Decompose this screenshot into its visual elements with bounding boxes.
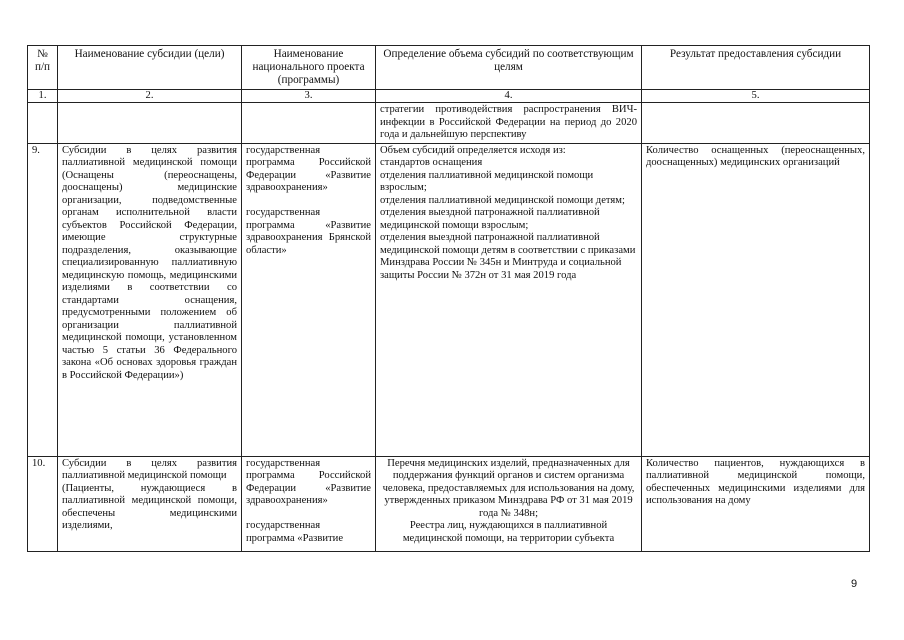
- volume-line: Перечня медицинских изделий, предназначенных для поддержания функций органов и систем организма человека, предоставляемых для использования на дому, утвержденных приказом Минздрава РФ от 31 мая 2019 года № 348н;: [382, 457, 635, 519]
- project-name-regional: государственная программа «Развитие: [246, 520, 344, 544]
- table-header-row: [28, 46, 870, 90]
- table-row: [28, 143, 870, 456]
- column-number: 5.: [642, 90, 870, 103]
- row-number: 10.: [28, 456, 58, 551]
- volume-definition: [376, 143, 642, 456]
- volume-line: Объем субсидий определяется исходя из:: [380, 144, 566, 156]
- column-number: 1.: [28, 90, 58, 103]
- subsidy-name: [58, 456, 242, 551]
- volume-line: стандартов оснащения: [380, 157, 483, 168]
- header-number: № п/п: [28, 46, 58, 90]
- project-name-regional: государственная программа «Развитие здравоохранения Брянской области»: [246, 207, 371, 256]
- project-name: [242, 143, 376, 456]
- volume-line: Реестра лиц, нуждающихся в паллиативной медицинской помощи, на территории субъекта: [402, 520, 615, 544]
- page-number: 9: [851, 578, 858, 590]
- volume-line: отделения выездной патронажной паллиативной медицинской помощи детям в соответствии с приказами Минздрава России № 345н и Минтруда и социальной защиты России № 372н от 31 мая 2019 года: [380, 232, 636, 281]
- table-row: [28, 456, 870, 551]
- continuation-row: [28, 103, 870, 144]
- subsidy-result: Количество оснащенных (переоснащенных, дооснащенных) медицинских организаций: [642, 143, 870, 456]
- header-result: Результат предоставления субсидии: [642, 46, 870, 90]
- continuation-volume-text: стратегии противодействия распространения ВИЧ-инфекции в Российской Федерации на период до 2020 года и дальнейшую перспективу: [376, 103, 642, 144]
- column-number: 2.: [58, 90, 242, 103]
- subsidy-name-part: (Пациенты, нуждающиеся в паллиативной медицинской помощи, обеспечены медицинскими изделиями,: [62, 482, 237, 531]
- volume-line: отделения паллиативной медицинской помощи детям;: [380, 194, 625, 206]
- project-name: [242, 456, 376, 551]
- volume-definition: [376, 456, 642, 551]
- header-volume-definition: Определение объема субсидий по соответствующим целям: [376, 46, 642, 90]
- column-number: 4.: [376, 90, 642, 103]
- column-number-row: [28, 90, 870, 103]
- subsidy-table: [27, 45, 870, 552]
- column-number: 3.: [242, 90, 376, 103]
- subsidy-name: Субсидии в целях развития паллиативной медицинской помощи (Оснащены (переоснащены, дооснащены) медицинские организации, подведомственные органам исполнительной власти субъектов Российской Федерации, имеющие структурные подразделения, оказывающие специализированную паллиативную медицинскую помощь, медицинскими изделиями в соответствии со стандартами оснащения, предусмотренными положением об организации паллиативной медицинской помощи, установленном частью 5 статьи 36 Федерального закона «Об основах здоровья граждан в Российской Федерации»): [58, 143, 242, 456]
- volume-line: отделения выездной патронажной паллиативной медицинской помощи взрослым;: [380, 207, 600, 231]
- row-number: 9.: [28, 143, 58, 456]
- project-name-federal: государственная программа Российской Федерации «Развитие здравоохранения»: [246, 457, 371, 506]
- subsidy-name-part: Субсидии в целях развития паллиативной медицинской помощи: [62, 457, 237, 481]
- subsidy-result: Количество пациентов, нуждающихся в паллиативной медицинской помощи, обеспеченных медицинскими изделиями для использования на дому: [642, 456, 870, 551]
- header-project-name: Наименование национального проекта (программы): [242, 46, 376, 90]
- project-name-federal: государственная программа Российской Федерации «Развитие здравоохранения»: [246, 144, 371, 193]
- header-subsidy-name: Наименование субсидии (цели): [58, 46, 242, 90]
- volume-line: отделения паллиативной медицинской помощи взрослым;: [380, 169, 594, 193]
